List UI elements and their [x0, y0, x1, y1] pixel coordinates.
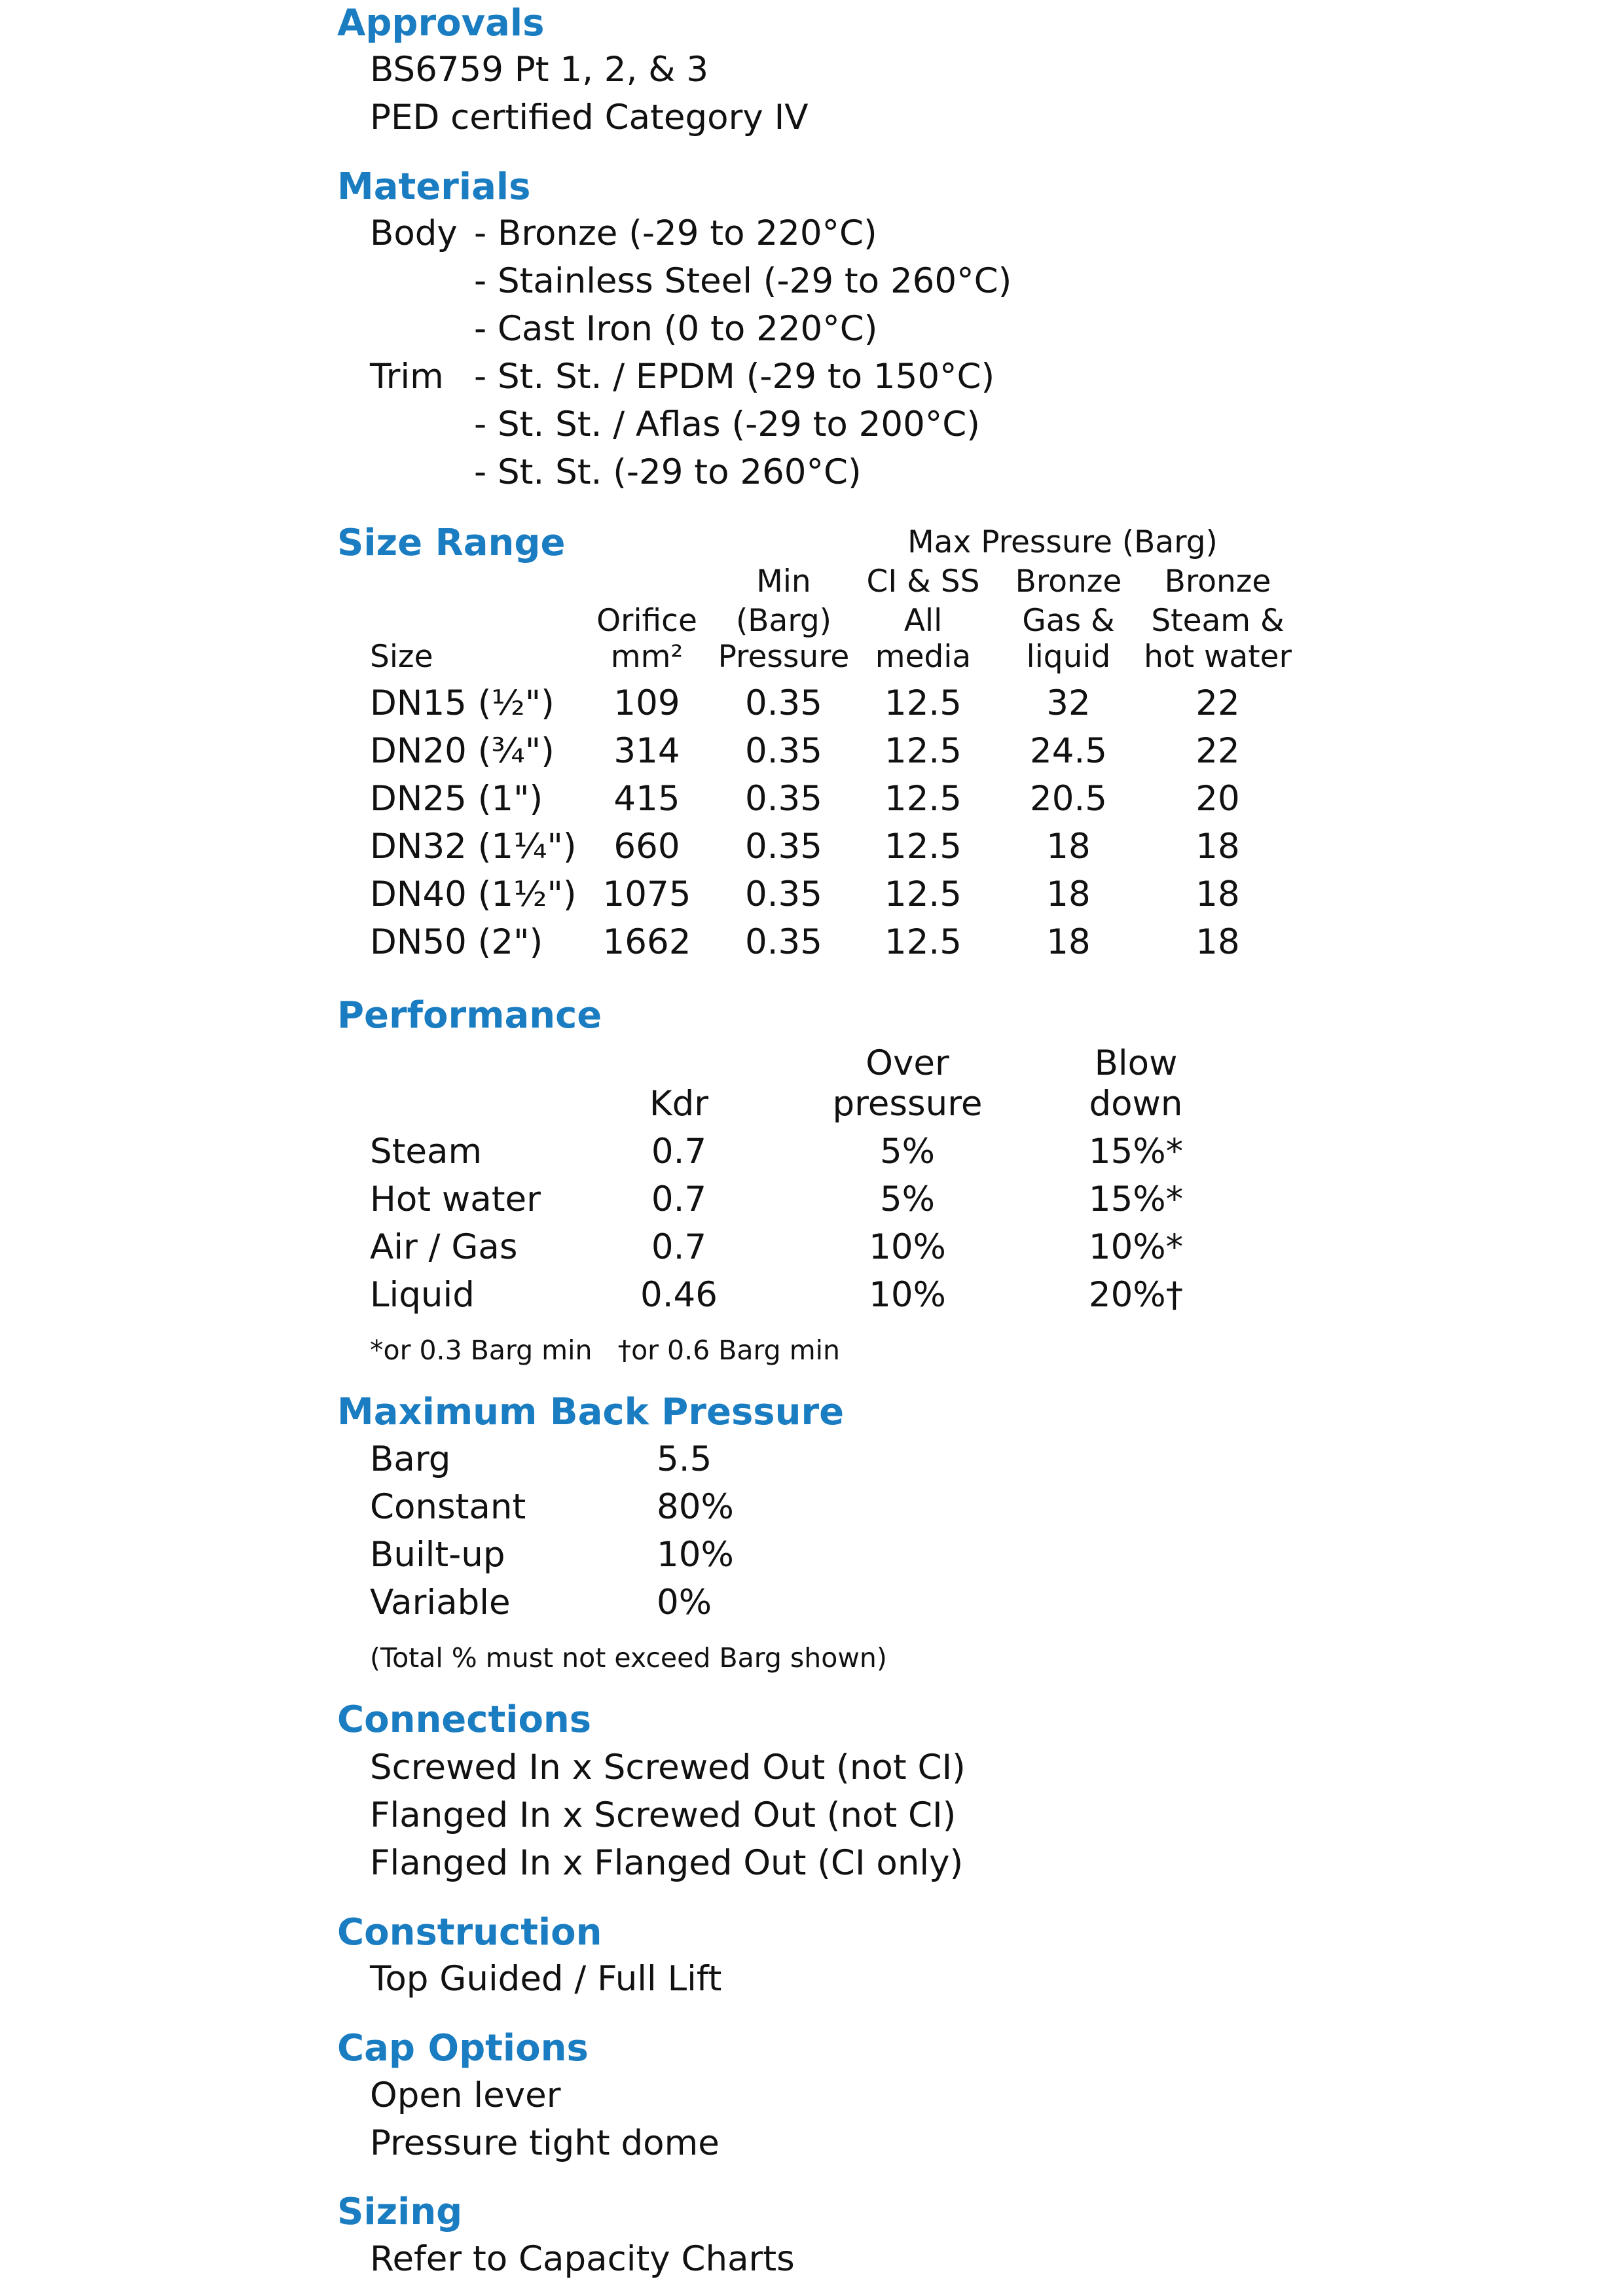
- col-bronze-steam-header: Bronze: [1164, 564, 1271, 600]
- back-pressure-note: (Total % must not exceed Barg shown): [370, 1642, 887, 1674]
- col-bronze-steam-header: hot water: [1144, 639, 1292, 675]
- kdr-cell: 0.7: [651, 1132, 707, 1172]
- bronze-gas-cell: 18: [1046, 922, 1091, 962]
- medium-cell: Hot water: [370, 1179, 541, 1219]
- performance-footnote: *or 0.3 Barg min †or 0.6 Barg min: [370, 1335, 841, 1366]
- blowdown-cell: 20%†: [1088, 1275, 1184, 1315]
- ci-ss-cell: 12.5: [884, 827, 962, 867]
- size-cell: DN15 (½"): [370, 683, 555, 723]
- min-pressure-cell: 0.35: [744, 731, 823, 771]
- col-over-header: pressure: [832, 1084, 983, 1124]
- trim-label: Trim: [370, 357, 444, 397]
- trim-material: - St. St. / EPDM (-29 to 150°C): [474, 357, 995, 397]
- bronze-gas-cell: 18: [1046, 827, 1091, 867]
- connection-line: Flanged In x Screwed Out (not CI): [370, 1795, 957, 1835]
- col-kdr-header: Kdr: [649, 1084, 709, 1124]
- back-pressure-label: Built-up: [370, 1535, 505, 1575]
- bronze-gas-cell: 32: [1046, 683, 1091, 723]
- cap-option-line: Open lever: [370, 2075, 561, 2115]
- back-pressure-label: Constant: [370, 1487, 526, 1527]
- overpressure-cell: 5%: [879, 1132, 936, 1172]
- back-pressure-value: 80%: [657, 1487, 734, 1527]
- construction-line: Top Guided / Full Lift: [370, 1959, 722, 1999]
- medium-cell: Liquid: [370, 1275, 475, 1315]
- bronze-steam-cell: 20: [1195, 779, 1240, 819]
- blowdown-cell: 15%*: [1088, 1132, 1184, 1172]
- overpressure-cell: 5%: [879, 1179, 936, 1219]
- size-cell: DN40 (1½"): [370, 874, 577, 914]
- orifice-cell: 1662: [602, 922, 691, 962]
- col-orifice-header: mm²: [610, 639, 684, 675]
- min-pressure-cell: 0.35: [744, 683, 823, 723]
- col-bronze-gas-header: Bronze: [1015, 564, 1122, 600]
- approval-line: PED certified Category IV: [370, 98, 809, 137]
- connection-line: Screwed In x Screwed Out (not CI): [370, 1748, 966, 1787]
- col-min-header: Min: [756, 564, 811, 600]
- bronze-gas-cell: 20.5: [1029, 779, 1108, 819]
- bronze-steam-cell: 18: [1195, 874, 1240, 914]
- size-cell: DN32 (1¼"): [370, 827, 577, 867]
- col-blow-header: Blow: [1094, 1043, 1178, 1083]
- bronze-gas-cell: 18: [1046, 874, 1091, 914]
- bronze-gas-cell: 24.5: [1029, 731, 1108, 771]
- orifice-cell: 415: [613, 779, 680, 819]
- col-min-header: Pressure: [718, 639, 850, 675]
- bronze-steam-cell: 22: [1195, 683, 1240, 723]
- back-pressure-value: 5.5: [657, 1439, 712, 1479]
- orifice-cell: 314: [613, 731, 680, 771]
- back-pressure-label: Variable: [370, 1583, 511, 1623]
- back-pressure-label: Barg: [370, 1439, 451, 1479]
- ci-ss-cell: 12.5: [884, 874, 962, 914]
- max-pressure-header: Max Pressure (Barg): [907, 524, 1218, 560]
- blowdown-cell: 15%*: [1088, 1179, 1184, 1219]
- col-ci-ss-header: CI & SS: [866, 564, 980, 600]
- kdr-cell: 0.7: [651, 1179, 707, 1219]
- size-cell: DN50 (2"): [370, 922, 543, 962]
- trim-material: - St. St. (-29 to 260°C): [474, 452, 862, 492]
- ci-ss-cell: 12.5: [884, 779, 962, 819]
- medium-cell: Steam: [370, 1132, 483, 1172]
- construction-heading: Construction: [337, 1911, 602, 1954]
- bronze-steam-cell: 22: [1195, 731, 1240, 771]
- min-pressure-cell: 0.35: [744, 827, 823, 867]
- connections-heading: Connections: [337, 1698, 592, 1741]
- medium-cell: Air / Gas: [370, 1227, 518, 1267]
- bronze-steam-cell: 18: [1195, 827, 1240, 867]
- overpressure-cell: 10%: [869, 1227, 946, 1267]
- size-range-heading: Size Range: [337, 522, 566, 564]
- sizing-heading: Sizing: [337, 2191, 463, 2233]
- ci-ss-cell: 12.5: [884, 683, 962, 723]
- bronze-steam-cell: 18: [1195, 922, 1240, 962]
- orifice-cell: 109: [613, 683, 680, 723]
- orifice-cell: 1075: [602, 874, 691, 914]
- col-bronze-steam-header: Steam &: [1151, 603, 1285, 639]
- col-min-header: (Barg): [735, 603, 832, 639]
- orifice-cell: 660: [613, 827, 680, 867]
- back-pressure-value: 10%: [657, 1535, 734, 1575]
- kdr-cell: 0.7: [651, 1227, 707, 1267]
- col-orifice-header: Orifice: [596, 603, 697, 639]
- cap-options-heading: Cap Options: [337, 2027, 589, 2070]
- back-pressure-heading: Maximum Back Pressure: [337, 1391, 845, 1433]
- min-pressure-cell: 0.35: [744, 874, 823, 914]
- kdr-cell: 0.46: [640, 1275, 718, 1315]
- body-material: - Cast Iron (0 to 220°C): [474, 309, 878, 349]
- performance-heading: Performance: [337, 994, 602, 1037]
- min-pressure-cell: 0.35: [744, 922, 823, 962]
- materials-heading: Materials: [337, 166, 531, 208]
- body-material: - Stainless Steel (-29 to 260°C): [474, 261, 1012, 301]
- col-ci-ss-header: media: [875, 639, 972, 675]
- size-cell: DN25 (1"): [370, 779, 543, 819]
- min-pressure-cell: 0.35: [744, 779, 823, 819]
- body-material: - Bronze (-29 to 220°C): [474, 213, 877, 253]
- col-blow-header: down: [1089, 1084, 1183, 1124]
- trim-material: - St. St. / Aflas (-29 to 200°C): [474, 404, 980, 444]
- ci-ss-cell: 12.5: [884, 922, 962, 962]
- back-pressure-value: 0%: [657, 1583, 712, 1623]
- size-cell: DN20 (¾"): [370, 731, 555, 771]
- col-bronze-gas-header: Gas &: [1022, 603, 1115, 639]
- connection-line: Flanged In x Flanged Out (CI only): [370, 1843, 964, 1883]
- overpressure-cell: 10%: [869, 1275, 946, 1315]
- col-ci-ss-header: All: [903, 603, 943, 639]
- col-over-header: Over: [866, 1043, 949, 1083]
- blowdown-cell: 10%*: [1088, 1227, 1184, 1267]
- sizing-line: Refer to Capacity Charts: [370, 2239, 795, 2279]
- body-label: Body: [370, 213, 458, 253]
- approvals-heading: Approvals: [337, 2, 545, 45]
- approval-line: BS6759 Pt 1, 2, & 3: [370, 50, 709, 90]
- col-bronze-gas-header: liquid: [1026, 639, 1111, 675]
- ci-ss-cell: 12.5: [884, 731, 962, 771]
- cap-option-line: Pressure tight dome: [370, 2123, 720, 2163]
- col-size-header: Size: [370, 639, 433, 675]
